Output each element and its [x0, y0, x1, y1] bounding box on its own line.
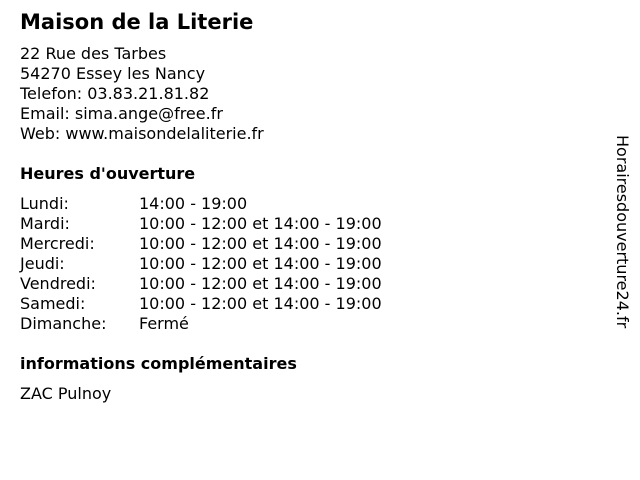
website-url: Web: www.maisondelaliterie.fr: [20, 124, 264, 143]
opening-hours-heading: Heures d'ouverture: [20, 164, 196, 183]
business-name: Maison de la Literie: [20, 10, 254, 34]
day-label: Mardi:: [20, 214, 70, 233]
day-label: Samedi:: [20, 294, 86, 313]
day-hours: 10:00 - 12:00 et 14:00 - 19:00: [139, 274, 382, 293]
day-label: Dimanche:: [20, 314, 107, 333]
additional-info-heading: informations complémentaires: [20, 354, 297, 373]
day-hours: 10:00 - 12:00 et 14:00 - 19:00: [139, 234, 382, 253]
business-address-block: [20, 44, 264, 144]
hours-row: [20, 194, 480, 214]
hours-row: [20, 254, 480, 274]
day-label: Lundi:: [20, 194, 69, 213]
day-hours: 10:00 - 12:00 et 14:00 - 19:00: [139, 294, 382, 313]
day-hours: 10:00 - 12:00 et 14:00 - 19:00: [139, 214, 382, 233]
additional-info-text: ZAC Pulnoy: [20, 384, 112, 403]
day-hours: 10:00 - 12:00 et 14:00 - 19:00: [139, 254, 382, 273]
email-address: Email: sima.ange@free.fr: [20, 104, 223, 123]
hours-row: [20, 234, 480, 254]
site-watermark: Horairesdouverture24.fr: [613, 135, 632, 329]
day-hours: Fermé: [139, 314, 189, 333]
city-address: 54270 Essey les Nancy: [20, 64, 206, 83]
hours-row: [20, 294, 480, 314]
day-label: Jeudi:: [20, 254, 65, 273]
day-hours: 14:00 - 19:00: [139, 194, 248, 213]
phone-number: Telefon: 03.83.21.81.82: [20, 84, 210, 103]
hours-row: [20, 274, 480, 294]
day-label: Mercredi:: [20, 234, 95, 253]
hours-row: [20, 314, 480, 334]
hours-row: [20, 214, 480, 234]
street-address: 22 Rue des Tarbes: [20, 44, 167, 63]
day-label: Vendredi:: [20, 274, 96, 293]
opening-hours-table: [20, 194, 480, 334]
